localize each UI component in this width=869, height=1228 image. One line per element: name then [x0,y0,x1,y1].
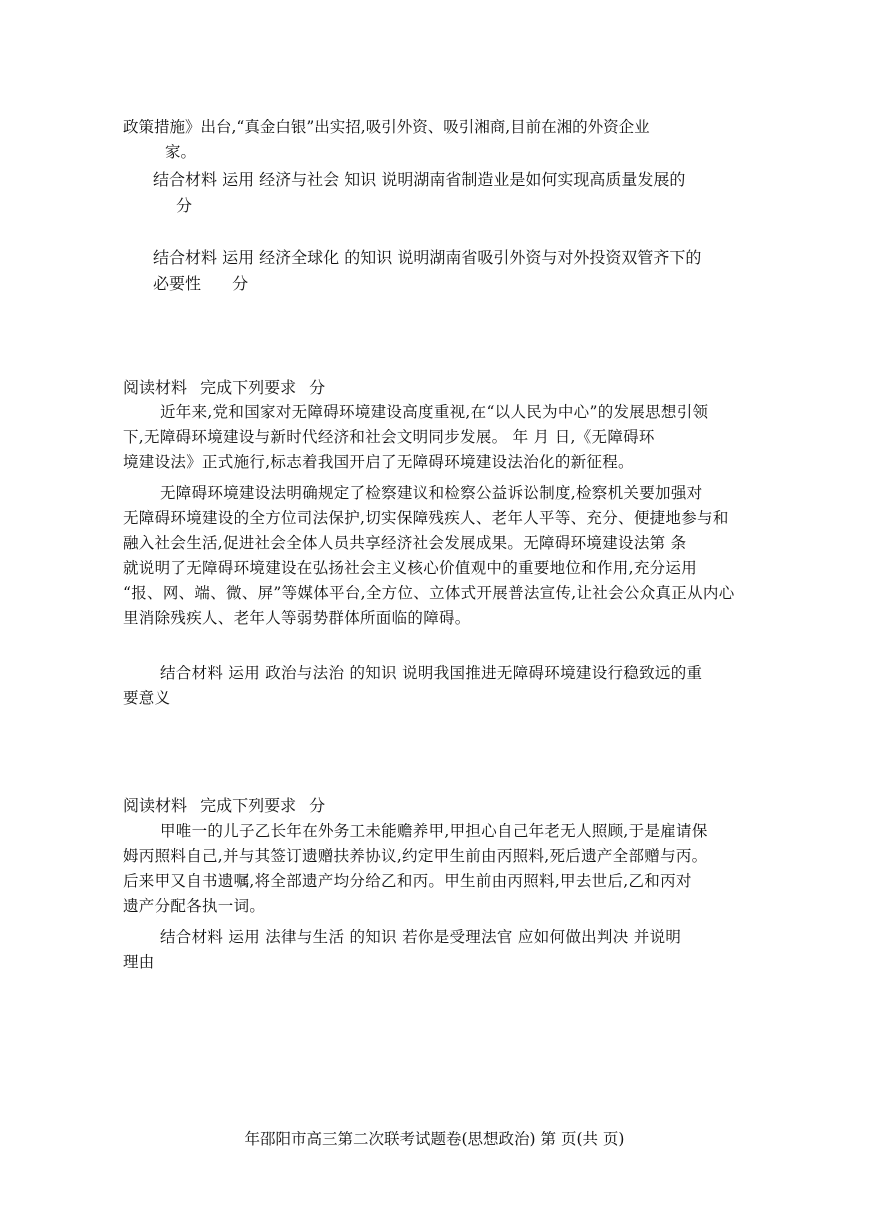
material-continuation-end: 家。 [165,143,197,161]
material-continuation-line: 政策措施》出台,“真金白银”出实招,吸引外资、吸引湘商,目前在湘的外资企业 [123,118,650,136]
question-1-line-1: 结合材料 运用 经济与社会 知识 说明湖南省制造业是如何实现高质量发展的 [153,170,686,189]
section-3-question [123,925,681,975]
question-line: 结合材料 运用 法律与生活 的知识 若你是受理法官 应如何做出判决 并说明 [160,928,682,946]
section-2-header: 阅读材料 完成下列要求 分 [123,378,326,397]
paragraph-line: 后来甲又自书遗嘱,将全部遗产均分给乙和丙。甲生前由丙照料,甲去世后,乙和丙对 [123,872,692,890]
paragraph-line: 姆丙照料自己,并与其签订遗赠扶养协议,约定甲生前由丙照料,死后遗产全部赠与丙。 [123,847,708,865]
section-2-question [123,661,702,711]
question-line: 理由 [123,953,155,971]
paragraph-line: 境建设法》正式施行,标志着我国开启了无障碍环境建设法治化的新征程。 [123,453,634,471]
paragraph-line: 无障碍环境建设法明确规定了检察建议和检察公益诉讼制度,检察机关要加强对 [160,484,703,502]
page-footer: 年邵阳市高三第二次联考试题卷(思想政治) 第 页(共 页) [244,1130,625,1148]
question-line: 结合材料 运用 政治与法治 的知识 说明我国推进无障碍环境建设行稳致远的重 [160,664,703,682]
section-3-header: 阅读材料 完成下列要求 分 [123,796,326,815]
paragraph-line: 就说明了无障碍环境建设在弘扬社会主义核心价值观中的重要地位和作用,充分运用 [123,559,698,577]
question-2-line-2: 必要性 分 [153,274,249,293]
section-2-paragraph-1 [123,400,708,475]
paragraph-line: 里消除残疾人、老年人等弱势群体所面临的障碍。 [123,609,471,627]
paragraph-line: 近年来,党和国家对无障碍环境建设高度重视,在“以人民为中心”的发展思想引领 [160,403,709,421]
section-3-paragraph-1 [123,819,708,919]
question-1-line-2: 分 [176,196,193,215]
paragraph-line: 甲唯一的儿子乙长年在外务工未能赡养甲,甲担心自己年老无人照顾,于是雇请保 [160,822,708,840]
paragraph-line: 融入社会生活,促进社会全体人员共享经济社会发展成果。无障碍环境建设法第 条 [123,534,687,552]
section-2-paragraph-2 [123,481,735,631]
paragraph-line: 无障碍环境建设的全方位司法保护,切实保障残疾人、老年人平等、充分、便捷地参与和 [123,509,729,527]
paragraph-line: 遗产分配各执一词。 [123,897,266,915]
paragraph-line: 下,无障碍环境建设与新时代经济和社会文明同步发展。 年 月 日,《无障碍环 [123,428,655,446]
question-2-line-1: 结合材料 运用 经济全球化 的知识 说明湖南省吸引外资与对外投资双管齐下的 [153,248,702,267]
question-line: 要意义 [123,689,171,707]
paragraph-line: “报、网、端、微、屏”等媒体平台,全方位、立体式开展普法宣传,让社会公众真正从内心 [123,584,735,602]
